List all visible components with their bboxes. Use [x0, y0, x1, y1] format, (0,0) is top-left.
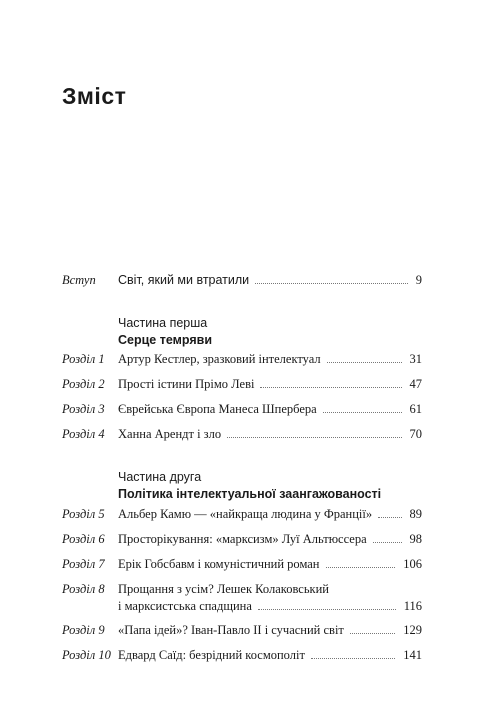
entry-title: Едвард Саїд: безрідний космополіт	[118, 648, 305, 662]
entry-label: Розділ 3	[62, 402, 105, 416]
entry-title: Артур Кестлер, зразковий інтелектуал	[118, 352, 321, 366]
entry-label: Розділ 7	[62, 557, 105, 571]
dot-leader	[258, 609, 396, 610]
dot-leader	[227, 437, 401, 438]
part-title: Серце темряви	[118, 333, 213, 347]
toc-entry[interactable]	[62, 351, 422, 368]
entry-label: Розділ 1	[62, 352, 105, 366]
dot-leader	[350, 633, 395, 634]
page-number: 31	[409, 352, 422, 366]
dot-leader	[260, 387, 401, 388]
dot-leader	[327, 362, 402, 363]
entry-title: Ханна Арендт і зло	[118, 427, 222, 441]
entry-title: Світ, який ми втратили	[118, 273, 250, 287]
entry-label: Вступ	[62, 273, 96, 287]
page-number: 98	[409, 532, 422, 546]
toc-entry[interactable]	[62, 531, 422, 548]
page-number: 9	[415, 273, 422, 287]
page-title: Зміст	[62, 83, 127, 109]
toc-entry[interactable]	[62, 506, 422, 523]
toc-entry-intro[interactable]	[62, 272, 422, 289]
entry-label: Розділ 10	[62, 648, 111, 662]
entry-label: Розділ 5	[62, 507, 105, 521]
entry-title: Альбер Камю — «найкраща людина у Франції»	[118, 507, 373, 521]
entry-title: Єврейська Європа Манеса Шпербера	[118, 402, 317, 416]
part-heading-1	[118, 315, 212, 349]
entry-title: Ерік Гобсбавм і комуністичний роман	[118, 557, 320, 571]
entry-label: Розділ 8	[62, 582, 105, 596]
page-number: 70	[409, 427, 422, 441]
entry-title-line1: Прощання з усім? Лешек Колаковський	[118, 582, 329, 596]
page-number: 106	[403, 557, 422, 571]
entry-title: Просторікування: «марксизм» Луї Альтюссера	[118, 532, 367, 546]
entry-title: «Папа ідей»? Іван-Павло II і сучасний світ	[118, 623, 344, 637]
dot-leader	[323, 412, 402, 413]
toc-entry[interactable]	[62, 426, 422, 443]
page-number: 61	[409, 402, 422, 416]
dot-leader	[326, 567, 396, 568]
entry-label: Розділ 2	[62, 377, 105, 391]
part-label: Частина друга	[118, 470, 202, 484]
toc-entry[interactable]	[62, 647, 422, 664]
part-title: Політика інтелектуальної заангажованості	[118, 487, 382, 501]
dot-leader	[255, 283, 408, 284]
part-label: Частина перша	[118, 316, 208, 330]
dot-leader	[311, 658, 395, 659]
dot-leader	[378, 517, 401, 518]
toc-entry[interactable]	[62, 622, 422, 639]
page-number: 141	[403, 648, 422, 662]
toc-entry[interactable]	[62, 581, 422, 615]
toc-entry[interactable]	[62, 376, 422, 393]
entry-title: Прості істини Прімо Леві	[118, 377, 255, 391]
entry-title-line2: і марксистська спадщина	[118, 599, 252, 613]
entry-label: Розділ 9	[62, 623, 105, 637]
part-heading-2	[118, 469, 381, 503]
toc-entry[interactable]	[62, 401, 422, 418]
page-number: 116	[403, 599, 422, 613]
page-number: 129	[403, 623, 422, 637]
entry-label: Розділ 6	[62, 532, 105, 546]
toc-entry[interactable]	[62, 556, 422, 573]
entry-label: Розділ 4	[62, 427, 105, 441]
page-number: 89	[409, 507, 422, 521]
page-number: 47	[409, 377, 422, 391]
dot-leader	[373, 542, 402, 543]
